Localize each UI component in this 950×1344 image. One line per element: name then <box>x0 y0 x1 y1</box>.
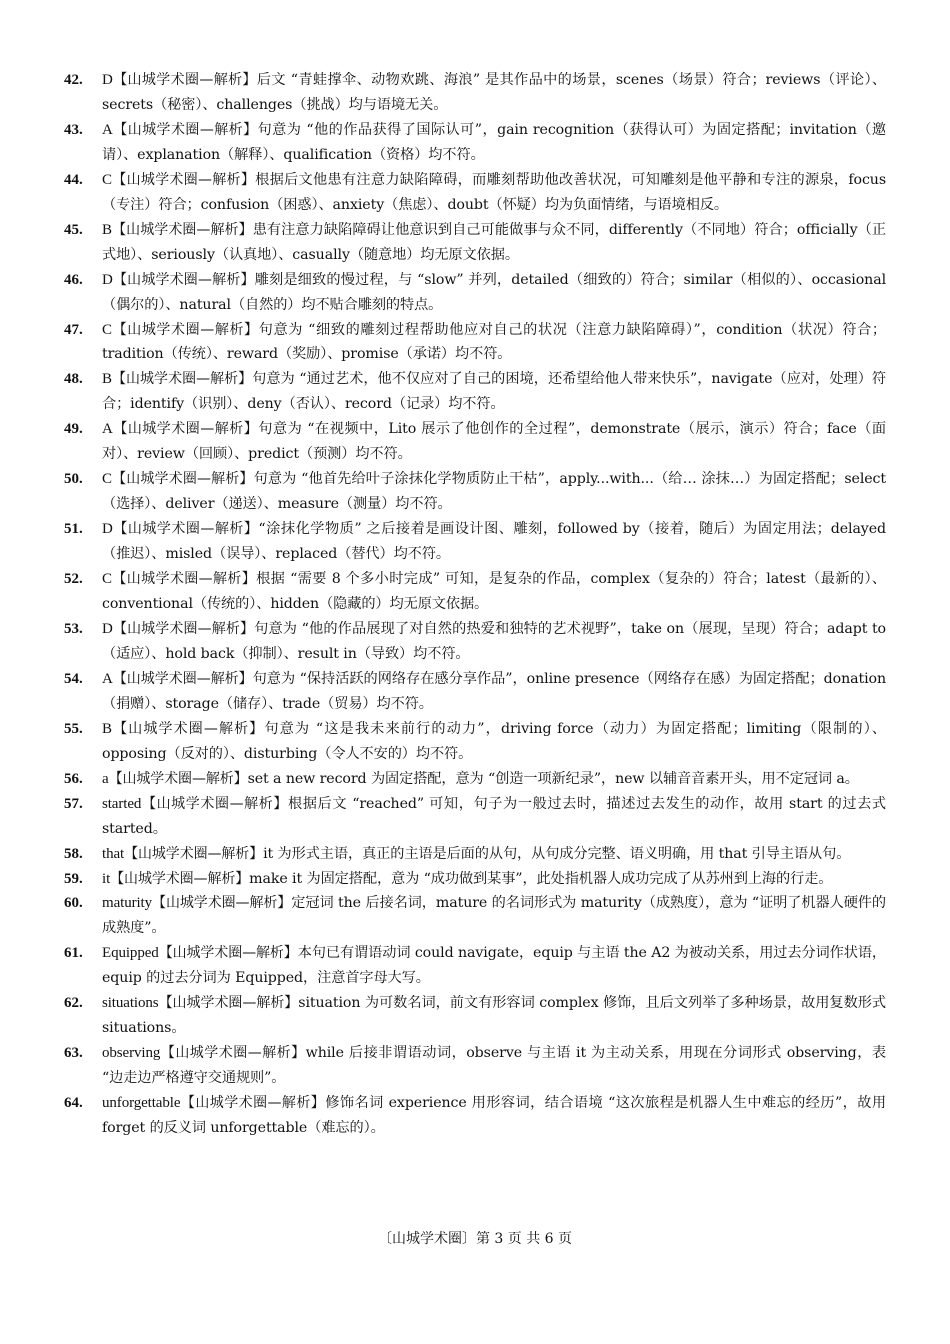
question-number: 42. <box>64 72 83 88</box>
question-number: 61. <box>64 945 83 962</box>
answer-explanation-list <box>64 68 886 1141</box>
answer: D <box>102 620 113 637</box>
question-number: 53. <box>64 620 83 637</box>
answer: observing <box>102 1045 161 1062</box>
source-tag: 【山城学术圈—解析】 <box>111 471 254 488</box>
question-number: 54. <box>64 670 83 687</box>
question-number: 57. <box>64 795 83 812</box>
explanation-body: while 后接非谓语动词，observe 与主语 it 为主动关系，用现在分词形式 observing，表 “边走边严格遵守交通规则”。 <box>102 1045 887 1087</box>
explanation-body: set a new record 为固定搭配，意为 “创造一项新纪录”，new 以辅音音素开头，用不定冠词 a。 <box>247 770 859 787</box>
question-number: 56. <box>64 770 83 787</box>
source-tag: 【山城学术圈—解析】 <box>108 770 248 787</box>
explanation-item <box>64 417 886 467</box>
explanation-item <box>64 168 886 218</box>
answer: D <box>102 271 113 288</box>
explanation-text <box>102 842 886 867</box>
explanation-item <box>64 667 886 717</box>
explanation-item <box>64 991 886 1041</box>
explanation-text <box>102 867 886 892</box>
answer: D <box>102 521 113 538</box>
source-tag: 【山城学术圈—解析】 <box>158 995 299 1012</box>
explanation-item <box>64 792 886 842</box>
source-tag: 【山城学术圈—解析】 <box>112 121 258 138</box>
explanation-text <box>102 367 886 417</box>
answer: C <box>102 471 112 488</box>
source-tag: 【山城学术圈—解析】 <box>111 321 259 338</box>
answer: started <box>102 795 142 812</box>
explanation-body: 句意为 “他首先给叶子涂抹化学物质防止干枯”，apply...with...（给… 涂抹…）为固定搭配；select（选择）、deliver（递送）、measure（测量）均不符。 <box>102 471 887 513</box>
explanation-item <box>64 467 886 517</box>
source-tag: 【山城学术圈—解析】 <box>110 870 250 887</box>
explanation-text <box>102 68 886 118</box>
source-tag: 【山城学术圈—解析】 <box>158 945 298 962</box>
explanation-text <box>102 717 886 767</box>
question-number: 58. <box>64 845 83 862</box>
explanation-body: 后文 “青蛙撑伞、动物欢跳、海浪” 是其作品中的场景，scenes（场景）符合；reviews（评论）、secrets（秘密）、challenges（挑战）均与语境无关。 <box>102 72 887 113</box>
answer: A <box>102 670 113 687</box>
answer: B <box>102 720 112 737</box>
question-number: 52. <box>64 571 83 588</box>
answer: A <box>102 121 113 138</box>
question-number: 47. <box>64 321 83 338</box>
explanation-body: 句意为 “他的作品获得了国际认可”，gain recognition（获得认可）为固定搭配；invitation（邀请）、explanation（解释）、qualification（资格）均不符。 <box>102 121 886 163</box>
explanation-item <box>64 767 886 792</box>
explanation-body: 句意为 “保持活跃的网络存在感分享作品”，online presence（网络存在感）为固定搭配；donation（捐赠）、storage（储存）、trade（贸易）均不符。 <box>102 670 886 712</box>
explanation-text <box>102 168 886 218</box>
answer: it <box>102 870 111 887</box>
explanation-body: 本句已有谓语动词 could navigate，equip 与主语 the A2 为被动关系，用过去分词作状语，equip 的过去分词为 Equipped，注意首字母大写。 <box>102 945 886 987</box>
answer: C <box>102 321 112 338</box>
explanation-body: 根据 “需要 8 个多小时完成” 可知，是复杂的作品，complex（复杂的）符合；latest（最新的）、conventional（传统的）、hidden（隐藏的）均无原文依据。 <box>102 571 887 613</box>
explanation-body: 根据后文他患有注意力缺陷障碍，而雕刻帮助他改善状况，可知雕刻是他平静和专注的源泉，focus（专注）符合；confusion（困惑）、anxiety（焦虑）、doubt（怀疑）均为负面情绪，与语境相反。 <box>102 171 887 213</box>
explanation-body: 定冠词 the 后接名词，mature 的名词形式为 maturity（成熟度），意为 “证明了机器人硬件的成熟度”。 <box>102 895 887 937</box>
explanation-body: 修饰名词 experience 用形容词，结合语境 “这次旅程是机器人生中难忘的经历”，故用 forget 的反义词 unforgettable（难忘的）。 <box>102 1095 887 1137</box>
source-tag: 【山城学术圈—解析】 <box>112 421 259 438</box>
question-number: 49. <box>64 421 83 438</box>
question-number: 44. <box>64 171 83 188</box>
explanation-item <box>64 891 886 941</box>
explanation-text <box>102 667 886 717</box>
explanation-text <box>102 567 886 617</box>
explanation-text <box>102 218 886 268</box>
question-number: 59. <box>64 870 83 887</box>
explanation-text <box>102 268 886 318</box>
answer: B <box>102 371 112 388</box>
source-tag: 【山城学术圈—解析】 <box>180 1095 326 1112</box>
answer: unforgettable <box>102 1095 181 1112</box>
explanation-item <box>64 68 886 118</box>
explanation-text <box>102 792 886 842</box>
source-tag: 【山城学术圈—解析】 <box>124 845 264 862</box>
explanation-text <box>102 517 886 567</box>
source-tag: 【山城学术圈—解析】 <box>111 221 253 238</box>
explanation-text <box>102 891 886 941</box>
explanation-item <box>64 842 886 867</box>
explanation-text <box>102 941 886 991</box>
question-number: 43. <box>64 121 83 138</box>
question-number: 55. <box>64 720 83 737</box>
source-tag: 【山城学术圈—解析】 <box>111 371 253 388</box>
answer: C <box>102 571 112 588</box>
explanation-item <box>64 867 886 892</box>
source-tag: 【山城学术圈—解析】 <box>141 795 288 812</box>
explanation-body: 句意为 “细致的雕刻过程帮助他应对自己的状况（注意力缺陷障碍）”，condition（状况）符合；tradition（传统）、reward（奖励）、promise（承诺）均不符。 <box>102 321 887 363</box>
explanation-text <box>102 617 886 667</box>
explanation-item <box>64 617 886 667</box>
explanation-item <box>64 318 886 368</box>
source-tag: 【山城学术圈—解析】 <box>112 72 257 88</box>
answer: maturity <box>102 895 153 912</box>
question-number: 46. <box>64 271 83 288</box>
question-number: 50. <box>64 471 83 488</box>
answer: B <box>102 221 112 238</box>
question-number: 45. <box>64 221 83 238</box>
explanation-text <box>102 417 886 467</box>
answer: D <box>102 72 113 88</box>
explanation-item <box>64 1091 886 1141</box>
explanation-item <box>64 567 886 617</box>
source-tag: 【山城学术圈—解析】 <box>112 271 255 288</box>
source-tag: 【山城学术圈—解析】 <box>112 670 253 687</box>
explanation-item <box>64 717 886 767</box>
explanation-body: “涂抹化学物质” 之后接着是画设计图、雕刻，followed by（接着，随后）为固定用法；delayed（推迟）、misled（误导）、replaced（替代）均不符。 <box>102 521 887 563</box>
source-tag: 【山城学术圈—解析】 <box>112 620 255 637</box>
explanation-body: 句意为 “在视频中，Lito 展示了他创作的全过程”，demonstrate（展示，演示）符合；face（面对）、review（回顾）、predict（预测）均不符。 <box>102 421 887 463</box>
explanation-item <box>64 941 886 991</box>
question-number: 51. <box>64 521 83 538</box>
explanation-text <box>102 1041 886 1091</box>
explanation-body: 句意为 “通过艺术，他不仅应对了自己的困境，还希望给他人带来快乐”，navigate（应对，处理）符合；identify（识别）、deny（否认）、record（记录）均不符。 <box>102 371 887 413</box>
answer: A <box>102 421 113 438</box>
source-tag: 【山城学术圈—解析】 <box>152 895 292 912</box>
explanation-body: 雕刻是细致的慢过程，与 “slow” 并列，detailed（细致的）符合；similar（相似的）、occasional（偶尔的）、natural（自然的）均不贴合雕刻的特点。 <box>102 271 887 313</box>
explanation-text <box>102 991 886 1041</box>
explanation-item <box>64 367 886 417</box>
answer: that <box>102 845 125 862</box>
explanation-item <box>64 218 886 268</box>
explanation-item <box>64 268 886 318</box>
source-tag: 【山城学术圈—解析】 <box>111 171 256 188</box>
explanation-body: make it 为固定搭配，意为 “成功做到某事”，此处指机器人成功完成了从苏州到上海的行走。 <box>249 870 833 887</box>
question-number: 48. <box>64 371 83 388</box>
explanation-body: 患有注意力缺陷障碍让他意识到自己可能做事与众不同，differently（不同地）符合；officially（正式地）、seriously（认真地）、casually（随意地）均无原文依据。 <box>102 221 887 263</box>
explanation-body: situation 为可数名词，前文有形容词 complex 修饰，且后文列举了多种场景，故用复数形式 situations。 <box>102 995 886 1037</box>
answer: Equipped <box>102 945 159 962</box>
answer: C <box>102 171 112 188</box>
source-tag: 【山城学术圈—解析】 <box>111 571 257 588</box>
explanation-text <box>102 467 886 517</box>
explanation-item <box>64 118 886 168</box>
explanation-body: 句意为 “这是我未来前行的动力”，driving force（动力）为固定搭配；limiting（限制的）、opposing（反对的）、disturbing（令人不安的）均不符。 <box>102 720 886 762</box>
explanation-body: 句意为 “他的作品展现了对自然的热爱和独特的艺术视野”，take on（展现，呈现）符合；adapt to（适应）、hold back（抑制）、result in（导致）均不符。 <box>102 620 886 662</box>
explanation-item <box>64 517 886 567</box>
explanation-text <box>102 318 886 368</box>
source-tag: 【山城学术圈—解析】 <box>112 521 259 538</box>
question-number: 63. <box>64 1045 83 1062</box>
explanation-body: it 为形式主语，真正的主语是后面的从句，从句成分完整、语义明确，用 that 引导主语从句。 <box>263 845 851 862</box>
question-number: 60. <box>64 895 83 912</box>
explanation-text <box>102 767 886 792</box>
source-tag: 【山城学术圈—解析】 <box>111 720 265 737</box>
explanation-body: 根据后文 “reached” 可知，句子为一般过去时，描述过去发生的动作，故用 start 的过去式 started。 <box>102 795 887 837</box>
source-tag: 【山城学术圈—解析】 <box>160 1045 306 1062</box>
explanation-item <box>64 1041 886 1091</box>
explanation-text <box>102 118 886 168</box>
page-footer: 〔山城学术圈〕第 3 页 共 6 页 <box>377 1231 573 1247</box>
question-number: 62. <box>64 995 83 1012</box>
question-number: 64. <box>64 1095 83 1112</box>
answer: a <box>102 770 109 787</box>
explanation-text <box>102 1091 886 1141</box>
answer: situations <box>102 995 159 1012</box>
